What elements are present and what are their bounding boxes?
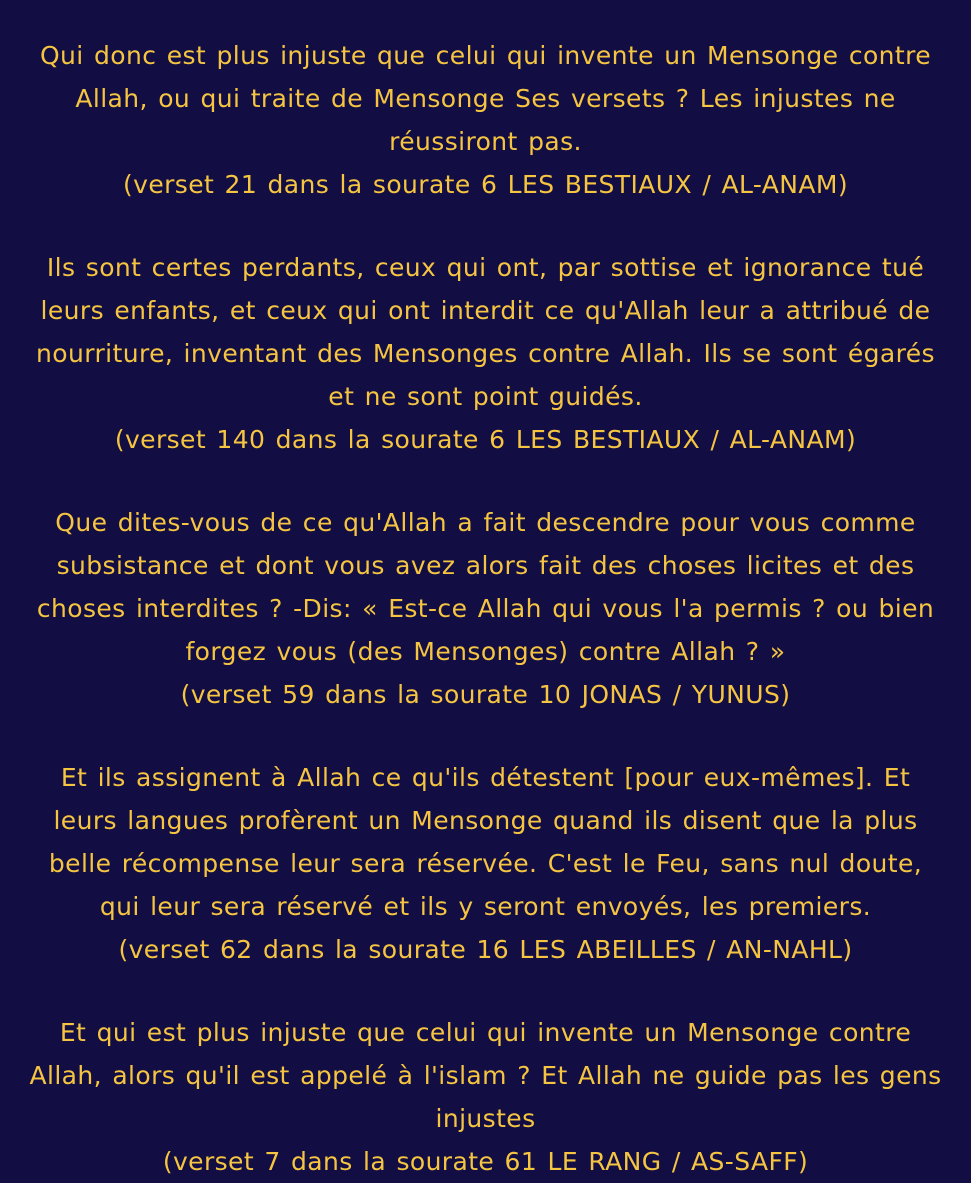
verse-text: Ils sont certes perdants, ceux qui ont, par sottise et ignorance tué leurs enfants, et ceux qui ont interdit ce qu'Allah leur a attribué de nourriture, inventant des Mensonges contre Allah. Ils se sont égarés et ne sont point guidés. [36,253,935,411]
verse-text: Qui donc est plus injuste que celui qui invente un Mensonge contre Allah, ou qui traite de Mensonge Ses versets ? Les injustes ne réussiront pas. [39,41,932,156]
verse-reference: (verset 62 dans la sourate 16 LES ABEILLES / AN-NAHL) [118,935,853,964]
verse-passage [26,501,945,716]
verse-passage [26,756,945,971]
verse-reference: (verset 140 dans la sourate 6 LES BESTIAUX / AL-ANAM) [114,425,857,454]
verse-reference: (verset 7 dans la sourate 61 LE RANG / AS-SAFF) [162,1147,809,1176]
verse-text: Et qui est plus injuste que celui qui invente un Mensonge contre Allah, alors qu'il est appelé à l'islam ? Et Allah ne guide pas les gens injustes [29,1018,942,1133]
verse-reference: (verset 21 dans la sourate 6 LES BESTIAUX / AL-ANAM) [122,170,849,199]
verse-passage [26,246,945,461]
verse-passage [26,1011,945,1183]
verse-passage [26,34,945,206]
verse-text: Que dites-vous de ce qu'Allah a fait descendre pour vous comme subsistance et dont vous avez alors fait des choses licites et des choses interdites ? -Dis: « Est-ce Allah qui vous l'a permis ? ou bien forgez vous (des Mensonges) contre Allah ? » [36,508,935,666]
verse-text: Et ils assignent à Allah ce qu'ils détestent [pour eux-mêmes]. Et leurs langues profèrent un Mensonge quand ils disent que la plus belle récompense leur sera réservée. C'est le Feu, sans nul doute, qui leur sera réservé et ils y seront envoyés, les premiers. [48,763,923,921]
verse-reference: (verset 59 dans la sourate 10 JONAS / YUNUS) [180,680,791,709]
